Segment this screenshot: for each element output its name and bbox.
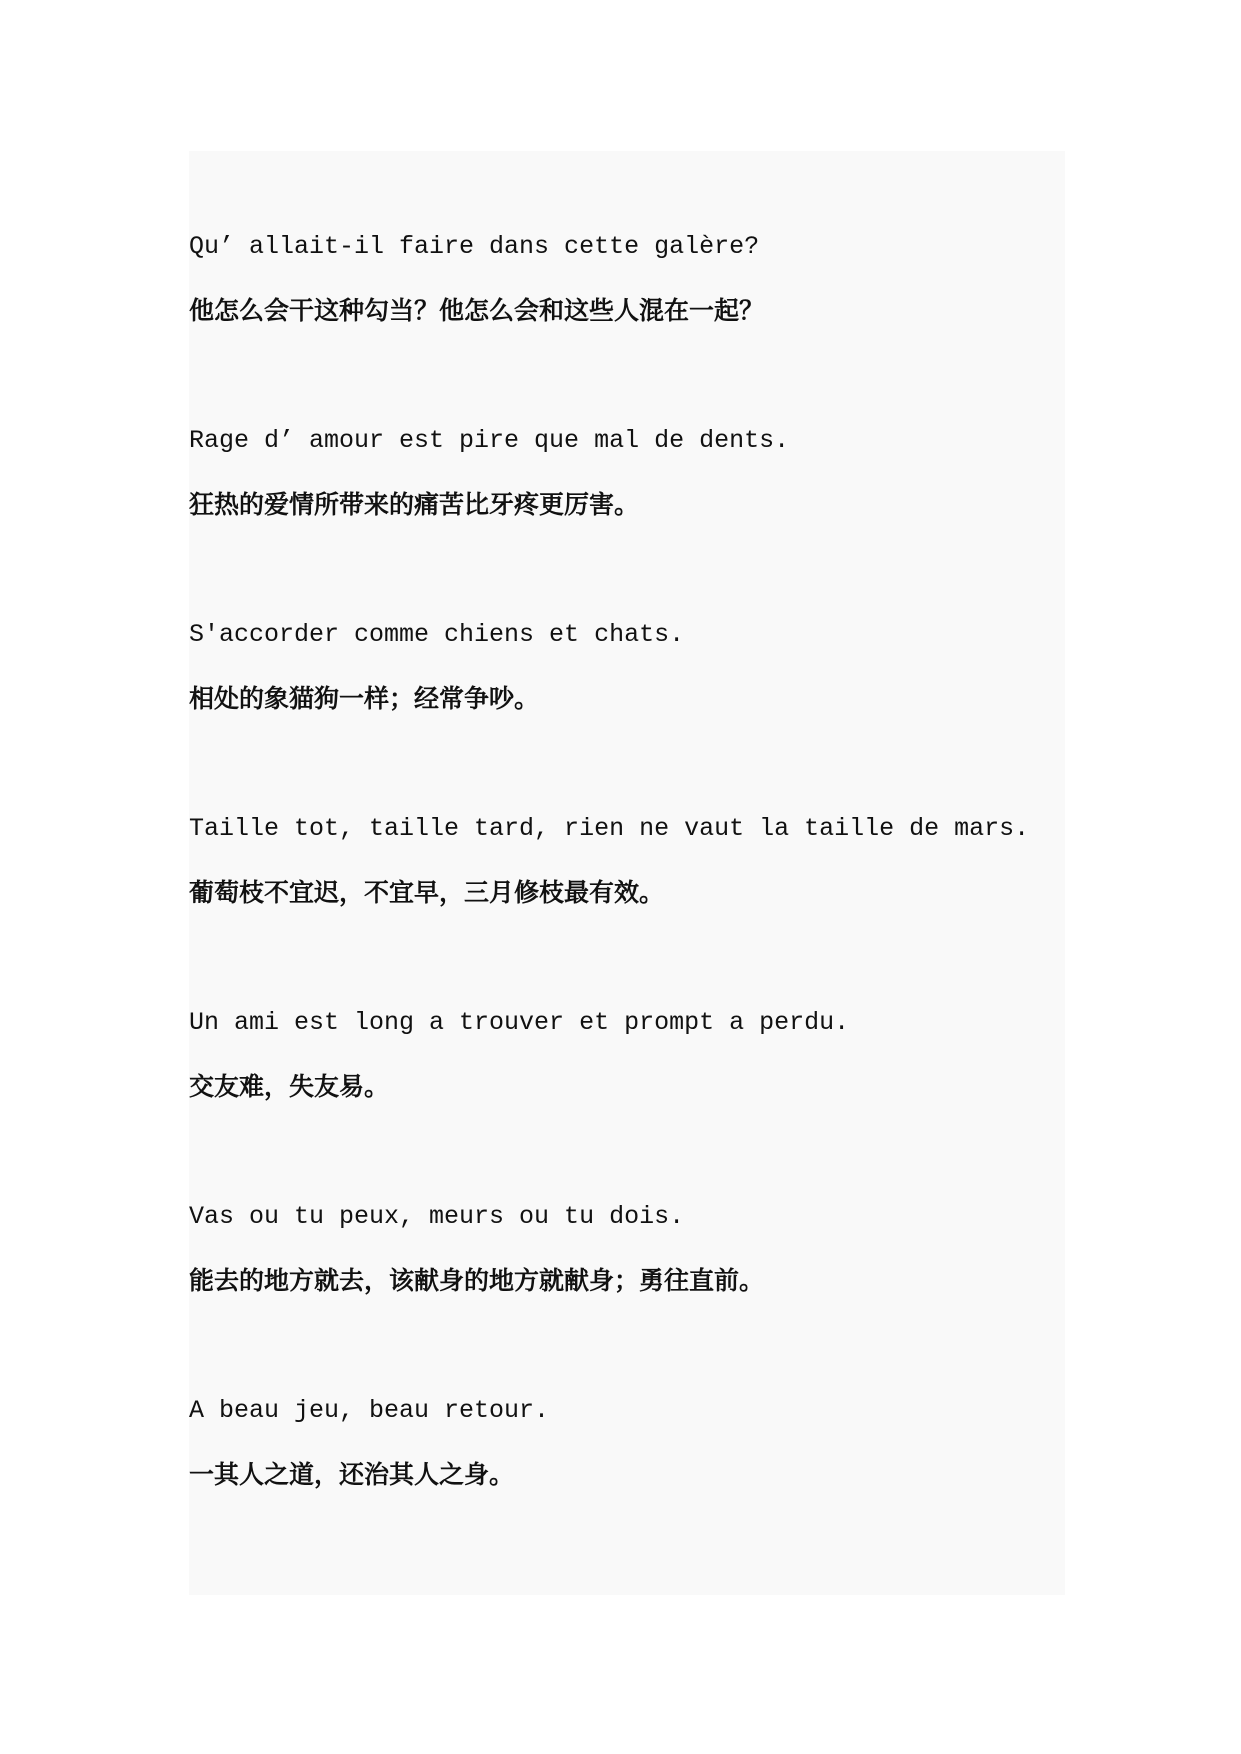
chinese-translation: 能去的地方就去，该献身的地方就献身；勇往直前。 (189, 1266, 765, 1295)
french-proverb: S′accorder comme chiens et chats. (189, 620, 685, 649)
french-proverb: Rage d’ amour est pire que mal de dents. (189, 426, 790, 455)
french-proverb: Un ami est long a trouver et prompt a perdu. (189, 1008, 850, 1037)
chinese-translation: 交友难，失友易。 (189, 1072, 390, 1101)
chinese-translation: 相处的象猫狗一样；经常争吵。 (189, 684, 540, 713)
french-proverb: A beau jeu, beau retour. (189, 1396, 550, 1425)
chinese-translation: 葡萄枝不宜迟，不宜早，三月修枝最有效。 (189, 878, 665, 907)
chinese-translation: 一其人之道，还治其人之身。 (189, 1460, 515, 1489)
french-proverb: Taille tot, taille tard, rien ne vaut la taille de mars. (189, 814, 1030, 843)
chinese-translation: 狂热的爱情所带来的痛苦比牙疼更厉害。 (189, 490, 640, 519)
chinese-translation: 他怎么会干这种勾当？他怎么会和这些人混在一起？ (189, 296, 765, 325)
document-panel (189, 151, 1065, 1595)
french-proverb: Qu’ allait-il faire dans cette galère? (189, 232, 760, 261)
french-proverb: Vas ou tu peux, meurs ou tu dois. (189, 1202, 685, 1231)
